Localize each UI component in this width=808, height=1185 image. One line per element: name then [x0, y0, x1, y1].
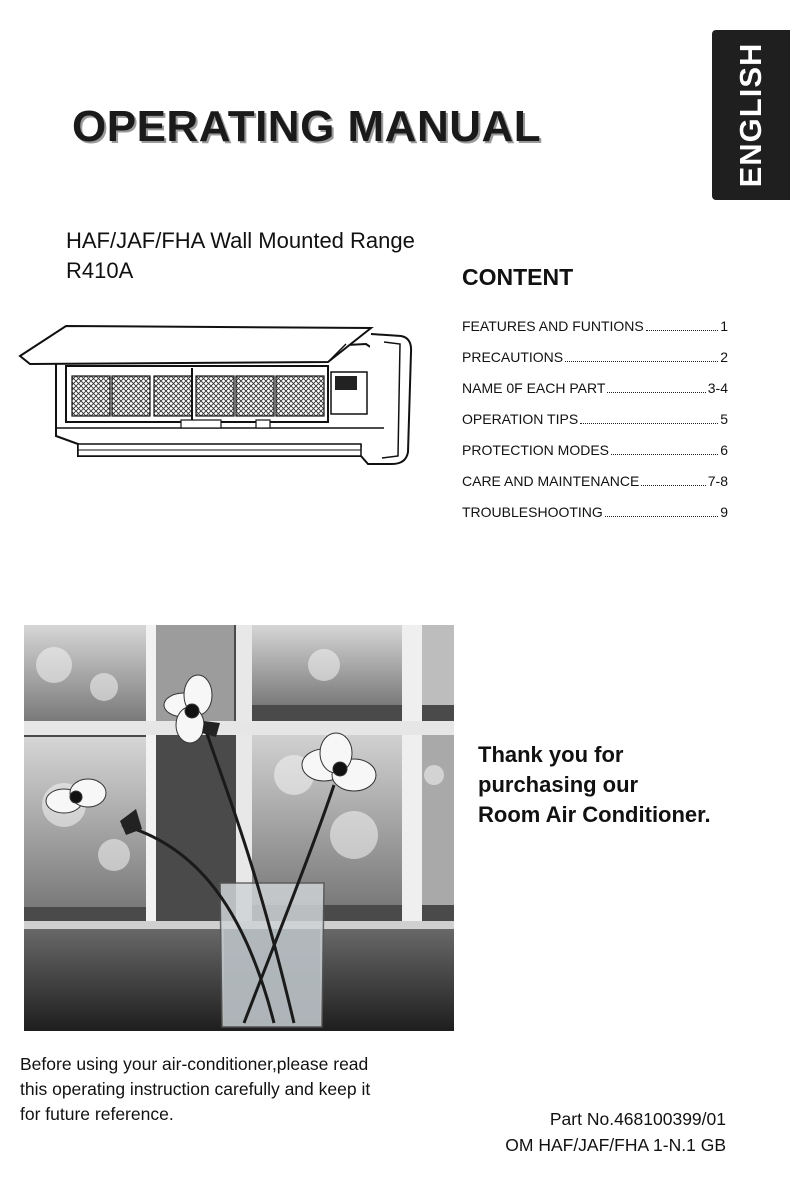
language-tab	[712, 30, 790, 200]
toc-item-label: PRECAUTIONS	[462, 349, 564, 365]
note-line-2: this operating instruction carefully and keep it	[20, 1079, 371, 1099]
toc-item-page: 1	[720, 318, 728, 334]
thank-you-line-1: Thank you for	[478, 742, 624, 767]
window-flowers-photo	[24, 625, 454, 1031]
toc-item-protection-modes[interactable]	[462, 442, 728, 473]
toc-leader-dots	[607, 381, 705, 393]
toc-item-page: 5	[720, 411, 728, 427]
toc-leader-dots	[565, 350, 718, 362]
toc-item-label: OPERATION TIPS	[462, 411, 579, 427]
toc-leader-dots	[646, 319, 718, 331]
toc-item-page: 9	[720, 504, 728, 520]
language-tab-label: ENGLISH	[733, 42, 768, 188]
table-of-contents	[462, 318, 728, 535]
toc-item-operation-tips[interactable]	[462, 411, 728, 442]
content-heading: CONTENT	[462, 264, 574, 290]
note-line-1: Before using your air-conditioner,please read	[20, 1054, 369, 1074]
toc-item-precautions[interactable]	[462, 349, 728, 380]
toc-item-page: 7-8	[707, 473, 728, 489]
thank-you-message	[478, 740, 778, 830]
toc-leader-dots	[605, 505, 718, 517]
toc-item-page: 6	[720, 442, 728, 458]
page-title: OPERATING MANUAL	[72, 102, 542, 151]
thank-you-line-3: Room Air Conditioner.	[478, 802, 711, 827]
toc-item-care-and-maintenance[interactable]	[462, 473, 728, 504]
toc-item-label: CARE AND MAINTENANCE	[462, 473, 640, 489]
instruction-note	[20, 1052, 440, 1127]
toc-item-label: NAME 0F EACH PART	[462, 380, 606, 396]
thank-you-line-2: purchasing our	[478, 772, 639, 797]
toc-item-troubleshooting[interactable]	[462, 504, 728, 535]
toc-leader-dots	[641, 474, 705, 486]
part-number-block	[440, 1106, 726, 1158]
refrigerant-text: R410A	[66, 258, 134, 283]
toc-item-name-of-each-part[interactable]	[462, 380, 728, 411]
note-line-3: for future reference.	[20, 1104, 174, 1124]
toc-leader-dots	[580, 412, 718, 424]
toc-item-page: 2	[720, 349, 728, 365]
part-number: Part No.468100399/01	[549, 1109, 726, 1129]
toc-item-label: FEATURES AND FUNTIONS	[462, 318, 644, 334]
model-code: OM HAF/JAF/FHA 1-N.1 GB	[505, 1135, 726, 1155]
toc-item-label: TROUBLESHOOTING	[462, 504, 603, 520]
toc-item-label: PROTECTION MODES	[462, 442, 610, 458]
toc-leader-dots	[611, 443, 718, 455]
model-range-text: HAF/JAF/FHA Wall Mounted Range	[66, 228, 415, 253]
air-conditioner-illustration	[16, 316, 416, 476]
toc-item-features[interactable]	[462, 318, 728, 349]
toc-item-page: 3-4	[707, 380, 728, 396]
